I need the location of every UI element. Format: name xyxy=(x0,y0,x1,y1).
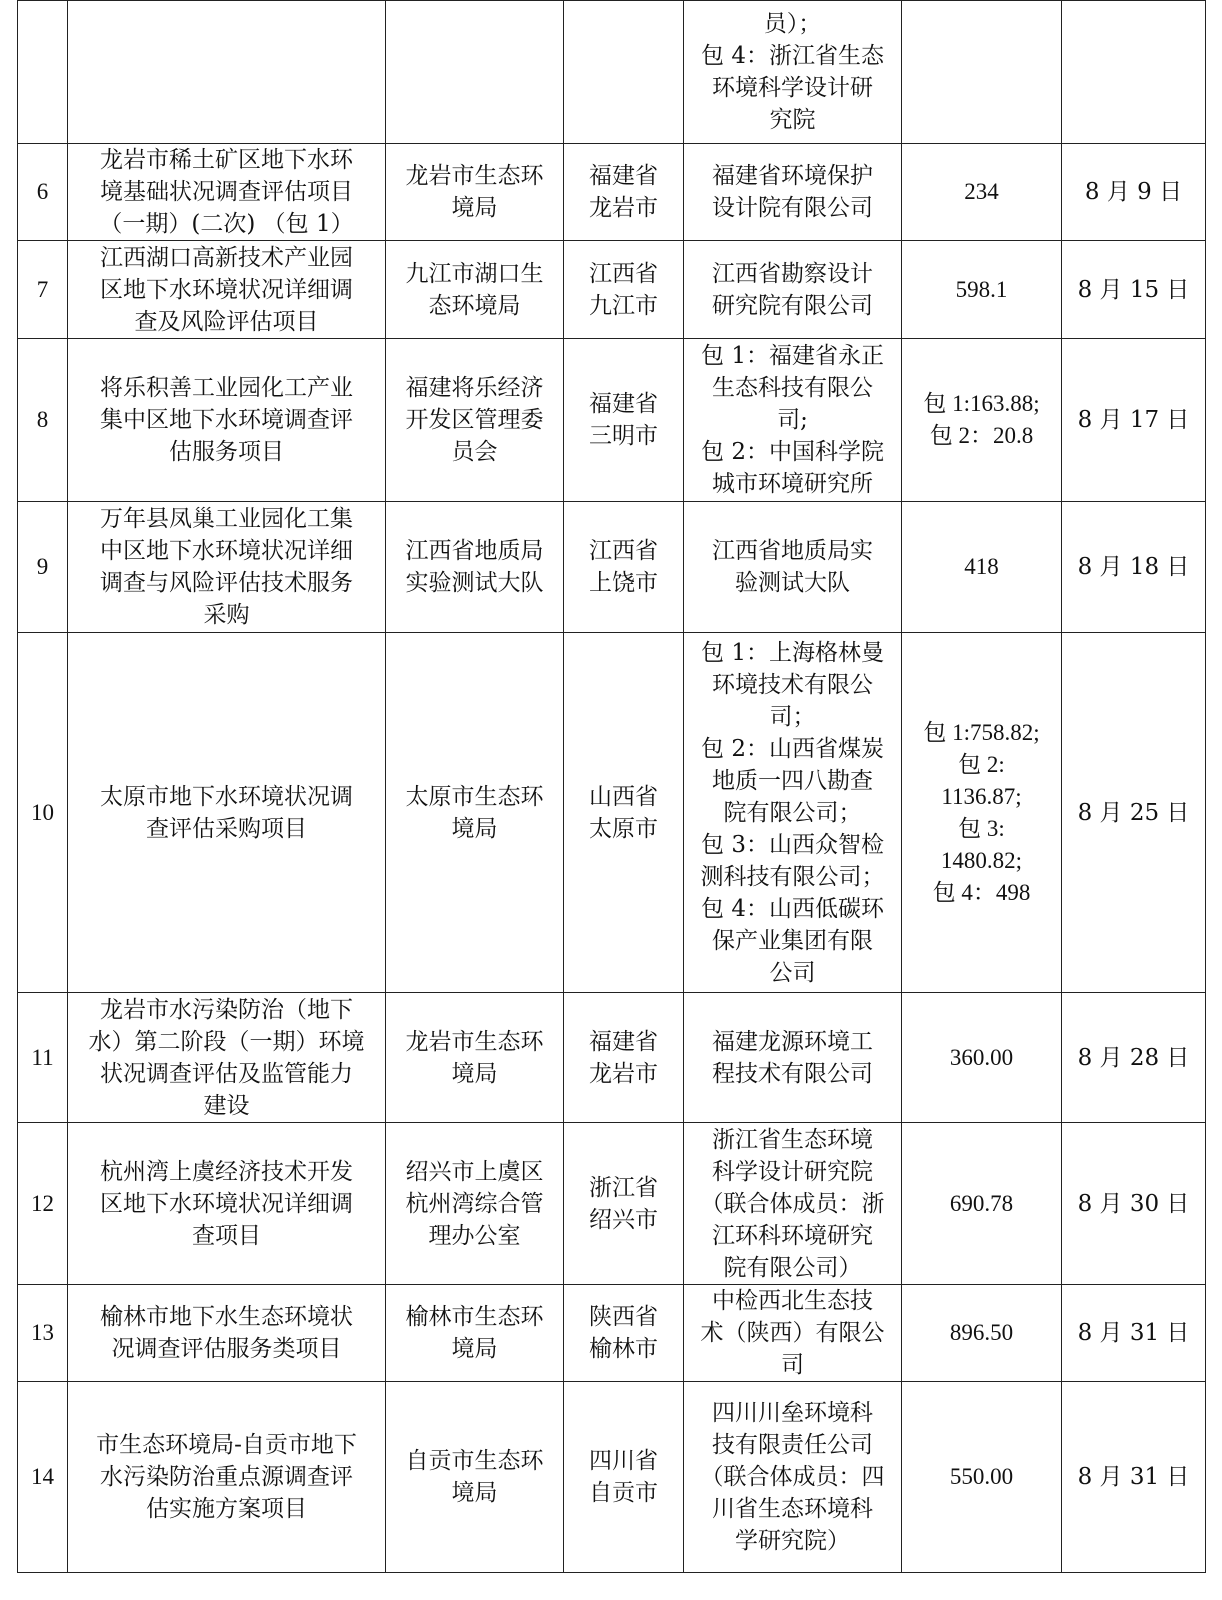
date-cell xyxy=(1062,1285,1206,1382)
date-cell xyxy=(1062,993,1206,1123)
amount-cell-line: 418 xyxy=(964,554,999,579)
purchaser-cell xyxy=(386,144,564,241)
amount-cell-line: 包 3: xyxy=(958,815,1005,841)
winning-bidder-cell-line: 院有限公司； xyxy=(723,799,862,826)
project-name-cell xyxy=(68,993,386,1123)
winning-bidder-cell-line: 包 1：福建省永正 xyxy=(701,343,884,369)
row-number xyxy=(18,1285,68,1382)
winning-bidder-cell-line: 测科技有限公司； xyxy=(700,863,885,890)
date-cell xyxy=(1062,633,1206,993)
amount-cell xyxy=(902,1,1062,144)
project-name-cell-line: 查评估采购项目 xyxy=(146,815,307,842)
row-number-text: 11 xyxy=(31,1044,54,1070)
winning-bidder-cell-line: 江西省地质局实 xyxy=(712,538,873,564)
table-row xyxy=(18,1382,1206,1573)
region-cell-line: 榆林市 xyxy=(589,1336,658,1362)
purchaser-cell-line: 绍兴市上虞区 xyxy=(405,1158,544,1185)
amount-cell xyxy=(902,241,1062,339)
region-cell-line: 九江市 xyxy=(589,292,658,319)
row-number xyxy=(18,993,68,1123)
project-name-cell xyxy=(68,241,386,339)
date-cell-text: 8 月 18 日 xyxy=(1077,554,1190,580)
row-number-text: 6 xyxy=(36,179,49,204)
region-cell-line: 龙岩市 xyxy=(589,195,658,221)
date-cell-text: 8 月 17 日 xyxy=(1077,407,1190,433)
purchaser-cell-line: 福建将乐经济 xyxy=(405,375,544,401)
winning-bidder-cell-line: 福建省环境保护 xyxy=(712,163,873,189)
date-cell-text: 8 月 31 日 xyxy=(1077,1464,1190,1490)
date-cell xyxy=(1062,1382,1206,1573)
amount-cell xyxy=(902,993,1062,1123)
amount-cell xyxy=(902,502,1062,633)
winning-bidder-cell xyxy=(684,241,902,339)
winning-bidder-cell-line: （联合体成员：四 xyxy=(700,1464,885,1490)
winning-bidder-cell-line: 环境技术有限公 xyxy=(712,671,873,698)
region-cell xyxy=(564,633,684,993)
project-name-cell-line: 状况调查评估及监管能力 xyxy=(100,1060,353,1087)
project-name-cell xyxy=(68,502,386,633)
purchaser-cell xyxy=(386,1123,564,1285)
project-name-cell-line: 区地下水环境状况详细调 xyxy=(100,1190,353,1217)
purchaser-cell xyxy=(386,633,564,993)
winning-bidder-cell-line: 究院 xyxy=(769,107,816,133)
table-row xyxy=(18,144,1206,241)
row-number xyxy=(18,502,68,633)
winning-bidder-cell-line: 研究院有限公司 xyxy=(712,292,873,319)
project-name-cell-line: 集中区地下水环境调查评 xyxy=(100,407,353,433)
project-name-cell-line: 采购 xyxy=(203,602,250,628)
purchaser-cell-line: 境局 xyxy=(451,195,498,221)
winning-bidder-cell-line: 浙江省生态环境 xyxy=(712,1126,873,1153)
winning-bidder-cell-line: 科学设计研究院 xyxy=(712,1158,873,1185)
purchaser-cell-line: 境局 xyxy=(451,1480,498,1506)
region-cell xyxy=(564,1,684,144)
row-number-text: 14 xyxy=(31,1464,54,1489)
table-row xyxy=(18,339,1206,502)
winning-bidder-cell-line: 四川川垒环境科 xyxy=(712,1400,873,1426)
winning-bidder-cell-line: 包 2：中国科学院 xyxy=(701,439,884,465)
date-cell-text: 8 月 30 日 xyxy=(1077,1190,1190,1217)
winning-bidder-cell xyxy=(684,502,902,633)
project-name-cell-line: 将乐积善工业园化工产业 xyxy=(100,375,353,401)
project-name-cell-line: 况调查评估服务类项目 xyxy=(111,1336,342,1362)
winning-bidder-cell-line: 员）； xyxy=(763,11,822,37)
purchaser-cell-line: 江西省地质局 xyxy=(405,538,544,564)
winning-bidder-cell xyxy=(684,1285,902,1382)
project-name-cell xyxy=(68,1285,386,1382)
amount-cell-line: 598.1 xyxy=(955,276,1008,302)
project-name-cell-line: 估服务项目 xyxy=(169,439,284,465)
winning-bidder-cell-line: 包 1：上海格林曼 xyxy=(701,639,884,666)
row-number-text: 13 xyxy=(31,1320,54,1345)
purchaser-cell xyxy=(386,993,564,1123)
date-cell-text: 8 月 9 日 xyxy=(1084,179,1183,205)
winning-bidder-cell-line: 城市环境研究所 xyxy=(712,471,873,497)
purchaser-cell-line: 开发区管理委 xyxy=(405,407,544,433)
winning-bidder-cell-line: 程技术有限公司 xyxy=(712,1060,873,1087)
row-number-text: 9 xyxy=(36,554,49,579)
date-cell-text: 8 月 25 日 xyxy=(1077,799,1190,826)
project-name-cell-line: 龙岩市水污染防治（地下 xyxy=(100,996,353,1023)
row-number-text: 12 xyxy=(31,1190,54,1216)
purchaser-cell-line: 自贡市生态环 xyxy=(405,1448,544,1474)
amount-cell-line: 1480.82; xyxy=(940,847,1023,873)
winning-bidder-cell-line: 学研究院） xyxy=(735,1528,850,1554)
winning-bidder-cell-line: 包 3：山西众智检 xyxy=(701,831,884,858)
winning-bidder-cell-line: 江西省勘察设计 xyxy=(712,260,873,287)
project-name-cell xyxy=(68,144,386,241)
project-name-cell-line: 杭州湾上虞经济技术开发 xyxy=(100,1158,353,1185)
region-cell-line: 福建省 xyxy=(589,1028,658,1055)
region-cell-line: 上饶市 xyxy=(589,570,658,596)
winning-bidder-cell xyxy=(684,339,902,502)
region-cell-line: 绍兴市 xyxy=(589,1206,658,1233)
winning-bidder-cell-line: 江环科环境研究 xyxy=(712,1222,873,1249)
region-cell xyxy=(564,144,684,241)
amount-cell-line: 1136.87; xyxy=(941,783,1022,809)
purchaser-cell-line: 员会 xyxy=(451,439,498,465)
region-cell-line: 太原市 xyxy=(589,815,658,842)
winning-bidder-cell xyxy=(684,1,902,144)
date-cell xyxy=(1062,1,1206,144)
date-cell xyxy=(1062,502,1206,633)
purchaser-cell xyxy=(386,1285,564,1382)
purchaser-cell xyxy=(386,1382,564,1573)
procurement-results-table xyxy=(17,0,1206,1573)
table-row xyxy=(18,993,1206,1123)
amount-cell-line: 包 2：20.8 xyxy=(929,423,1034,448)
purchaser-cell-line: 龙岩市生态环 xyxy=(405,1028,544,1055)
table-body xyxy=(18,1,1206,1573)
amount-cell-line: 234 xyxy=(964,179,999,204)
purchaser-cell-line: 态环境局 xyxy=(428,292,521,319)
date-cell-text: 8 月 28 日 xyxy=(1077,1044,1190,1071)
date-cell xyxy=(1062,144,1206,241)
winning-bidder-cell-line: 中检西北生态技 xyxy=(712,1288,873,1314)
project-name-cell-line: 查及风险评估项目 xyxy=(134,308,319,335)
region-cell-line: 陕西省 xyxy=(589,1304,658,1330)
winning-bidder-cell-line: 公司 xyxy=(769,959,816,986)
date-cell xyxy=(1062,1123,1206,1285)
project-name-cell-line: 查项目 xyxy=(192,1222,261,1249)
winning-bidder-cell xyxy=(684,1123,902,1285)
row-number-text: 8 xyxy=(36,407,49,432)
project-name-cell xyxy=(68,1,386,144)
purchaser-cell-line: 九江市湖口生 xyxy=(405,260,544,287)
date-cell xyxy=(1062,241,1206,339)
winning-bidder-cell-line: 保产业集团有限 xyxy=(712,927,873,954)
project-name-cell-line: 中区地下水环境状况详细 xyxy=(100,538,353,564)
project-name-cell-line: 建设 xyxy=(203,1092,250,1119)
project-name-cell xyxy=(68,633,386,993)
project-name-cell-line: 水污染防治重点源调查评 xyxy=(100,1464,353,1490)
project-name-cell-line: 江西湖口高新技术产业园 xyxy=(100,244,353,271)
amount-cell xyxy=(902,1285,1062,1382)
table-row xyxy=(18,241,1206,339)
winning-bidder-cell xyxy=(684,633,902,993)
row-number-text: 10 xyxy=(31,799,54,825)
region-cell xyxy=(564,502,684,633)
purchaser-cell-line: 境局 xyxy=(451,1336,498,1362)
winning-bidder-cell-line: 设计院有限公司 xyxy=(712,195,873,221)
amount-cell-line: 包 2: xyxy=(958,751,1005,777)
amount-cell xyxy=(902,1382,1062,1573)
region-cell xyxy=(564,993,684,1123)
region-cell-line: 山西省 xyxy=(589,783,658,810)
project-name-cell xyxy=(68,339,386,502)
row-number xyxy=(18,1382,68,1573)
winning-bidder-cell-line: 司； xyxy=(769,703,816,730)
project-name-cell-line: 市生态环境局-自贡市地下 xyxy=(96,1432,357,1458)
winning-bidder-cell-line: 包 4：山西低碳环 xyxy=(701,895,884,922)
region-cell-line: 浙江省 xyxy=(589,1174,658,1201)
region-cell xyxy=(564,1382,684,1573)
purchaser-cell-line: 太原市生态环 xyxy=(405,783,544,810)
winning-bidder-cell xyxy=(684,144,902,241)
amount-cell xyxy=(902,339,1062,502)
winning-bidder-cell-line: 包 2：山西省煤炭 xyxy=(701,735,884,762)
amount-cell xyxy=(902,144,1062,241)
amount-cell-line: 包 1:163.88; xyxy=(923,391,1040,416)
region-cell-line: 自贡市 xyxy=(589,1480,658,1506)
winning-bidder-cell-line: 川省生态环境科 xyxy=(712,1496,873,1522)
date-cell-text: 8 月 15 日 xyxy=(1077,276,1190,303)
amount-cell-line: 690.78 xyxy=(949,1190,1014,1216)
amount-cell xyxy=(902,633,1062,993)
winning-bidder-cell-line: 环境科学设计研 xyxy=(712,75,873,101)
region-cell xyxy=(564,1285,684,1382)
winning-bidder-cell-line: 地质一四八勘查 xyxy=(712,767,873,794)
date-cell xyxy=(1062,339,1206,502)
purchaser-cell-line: 理办公室 xyxy=(428,1222,521,1249)
purchaser-cell xyxy=(386,1,564,144)
project-name-cell xyxy=(68,1123,386,1285)
project-name-cell-line: 万年县凤巢工业园化工集 xyxy=(100,506,353,532)
project-name-cell-line: 估实施方案项目 xyxy=(146,1496,307,1522)
purchaser-cell-line: 龙岩市生态环 xyxy=(405,163,544,189)
winning-bidder-cell-line: 司 xyxy=(781,1352,804,1378)
project-name-cell-line: 区地下水环境状况详细调 xyxy=(100,276,353,303)
winning-bidder-cell-line: 福建龙源环境工 xyxy=(712,1028,873,1055)
region-cell xyxy=(564,339,684,502)
purchaser-cell xyxy=(386,339,564,502)
purchaser-cell-line: 实验测试大队 xyxy=(405,570,544,596)
row-number xyxy=(18,633,68,993)
purchaser-cell xyxy=(386,502,564,633)
row-number xyxy=(18,144,68,241)
row-number-text: 7 xyxy=(36,276,49,302)
purchaser-cell-line: 境局 xyxy=(451,1060,498,1087)
winning-bidder-cell-line: 生态科技有限公 xyxy=(712,375,873,401)
project-name-cell-line: 调查与风险评估技术服务 xyxy=(100,570,353,596)
winning-bidder-cell xyxy=(684,993,902,1123)
project-name-cell-line: 龙岩市稀土矿区地下水环 xyxy=(100,147,353,173)
project-name-cell-line: （一期）(二次) （包 1） xyxy=(99,211,354,237)
amount-cell xyxy=(902,1123,1062,1285)
winning-bidder-cell-line: 司; xyxy=(777,407,808,433)
region-cell xyxy=(564,241,684,339)
table-row xyxy=(18,1,1206,144)
amount-cell-line: 包 4：498 xyxy=(932,879,1031,905)
region-cell xyxy=(564,1123,684,1285)
row-number xyxy=(18,1,68,144)
purchaser-cell-line: 境局 xyxy=(451,815,498,842)
winning-bidder-cell-line: 包 4：浙江省生态 xyxy=(701,43,884,69)
region-cell-line: 江西省 xyxy=(589,538,658,564)
table-row xyxy=(18,1285,1206,1382)
project-name-cell-line: 榆林市地下水生态环境状 xyxy=(100,1304,353,1330)
row-number xyxy=(18,241,68,339)
project-name-cell-line: 境基础状况调查评估项目 xyxy=(100,179,353,205)
project-name-cell xyxy=(68,1382,386,1573)
winning-bidder-cell-line: 验测试大队 xyxy=(735,570,850,596)
region-cell-line: 江西省 xyxy=(589,260,658,287)
amount-cell-line: 360.00 xyxy=(949,1044,1014,1070)
region-cell-line: 四川省 xyxy=(589,1448,658,1474)
project-name-cell-line: 太原市地下水环境状况调 xyxy=(100,783,353,810)
winning-bidder-cell xyxy=(684,1382,902,1573)
row-number xyxy=(18,339,68,502)
amount-cell-line: 包 1:758.82; xyxy=(923,719,1040,745)
winning-bidder-cell-line: （联合体成员：浙 xyxy=(700,1190,885,1217)
purchaser-cell-line: 榆林市生态环 xyxy=(405,1304,544,1330)
winning-bidder-cell-line: 技有限责任公司 xyxy=(712,1432,873,1458)
table-row xyxy=(18,1123,1206,1285)
amount-cell-line: 896.50 xyxy=(949,1320,1014,1345)
region-cell-line: 福建省 xyxy=(589,163,658,189)
table-row xyxy=(18,633,1206,993)
region-cell-line: 三明市 xyxy=(589,423,658,449)
winning-bidder-cell-line: 术（陕西）有限公 xyxy=(700,1320,885,1346)
date-cell-text: 8 月 31 日 xyxy=(1077,1320,1190,1346)
amount-cell-line: 550.00 xyxy=(949,1464,1014,1489)
region-cell-line: 龙岩市 xyxy=(589,1060,658,1087)
region-cell-line: 福建省 xyxy=(589,391,658,417)
purchaser-cell-line: 杭州湾综合管 xyxy=(405,1190,544,1217)
table-row xyxy=(18,502,1206,633)
project-name-cell-line: 水）第二阶段（一期）环境 xyxy=(88,1028,365,1055)
purchaser-cell xyxy=(386,241,564,339)
row-number xyxy=(18,1123,68,1285)
winning-bidder-cell-line: 院有限公司） xyxy=(723,1254,862,1281)
